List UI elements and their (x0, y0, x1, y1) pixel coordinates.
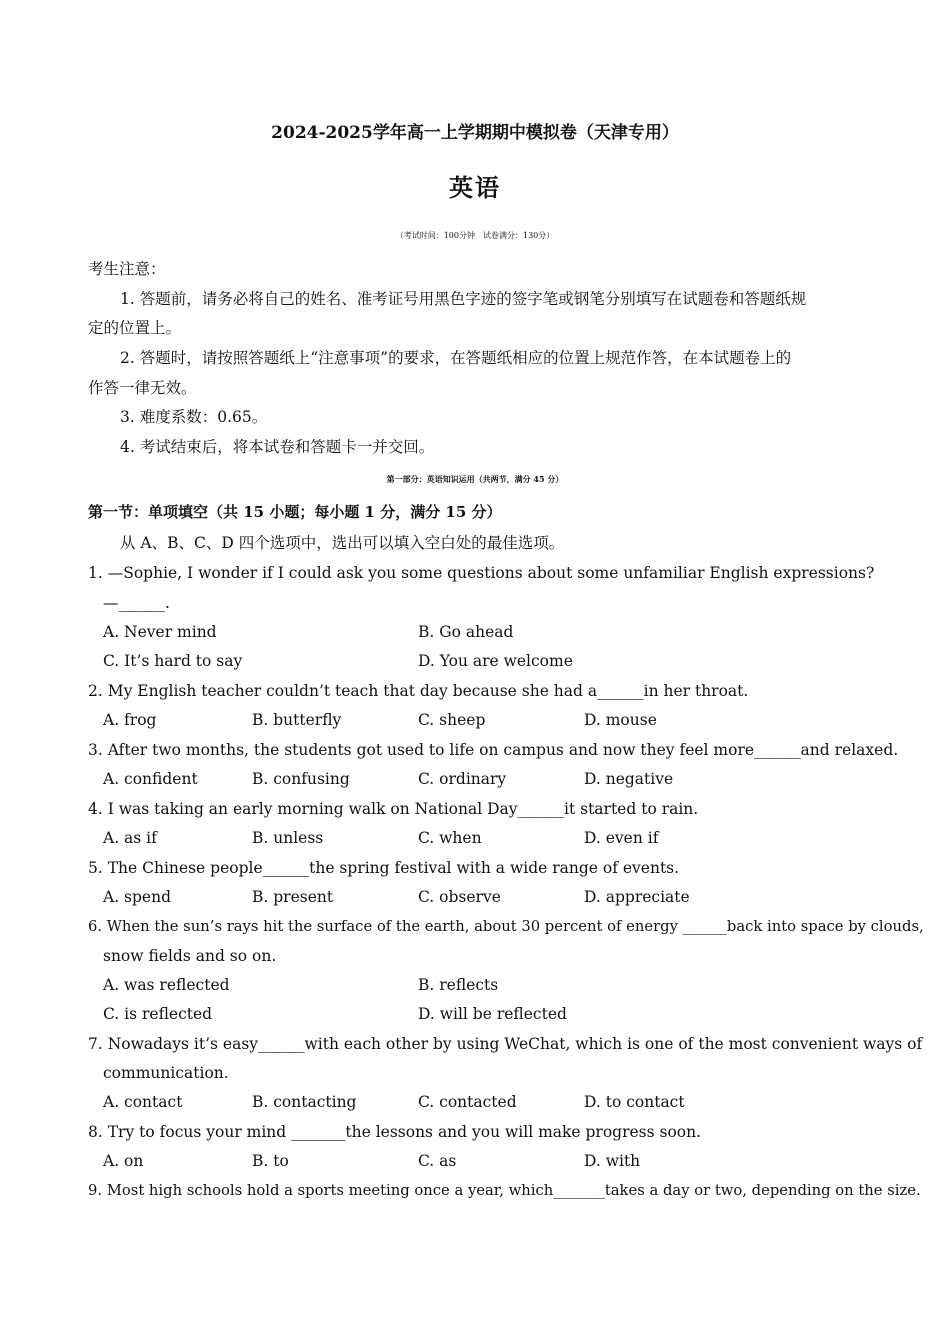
question-1-option-a[interactable]: A. Never mind (103, 623, 217, 641)
notice-item-1-cont: 定的位置上。 (88, 319, 182, 337)
question-2-option-d[interactable]: D. mouse (584, 711, 657, 729)
notice-item-2: 2. 答题时，请按照答题纸上“注意事项”的要求，在答题纸相应的位置上规范作答，在本试题卷上的 (120, 349, 792, 367)
notice-item-4: 4. 考试结束后，将本试卷和答题卡一并交回。 (120, 438, 435, 456)
question-6-option-a[interactable]: A. was reflected (103, 976, 230, 994)
question-4-option-d[interactable]: D. even if (584, 829, 659, 847)
question-2-option-a[interactable]: A. frog (103, 711, 157, 729)
notice-item-1: 1. 答题前，请务必将自己的姓名、准考证号用黑色字迹的签字笔或钢笔分别填写在试题卷和答题纸规 (120, 290, 807, 308)
question-6-stem: 6. When the sun’s rays hit the surface of the earth, about 30 percent of energy ______back into space by clouds, (88, 918, 924, 935)
question-8-option-c[interactable]: C. as (418, 1152, 457, 1170)
question-7-stem: 7. Nowadays it’s easy______with each other by using WeChat, which is one of the most convenient ways of (88, 1035, 923, 1053)
notice-item-2-cont: 作答一律无效。 (88, 379, 197, 397)
question-4-option-c[interactable]: C. when (418, 829, 482, 847)
question-1-stem: 1. —Sophie, I wonder if I could ask you some questions about some unfamiliar English expressions? (88, 564, 875, 582)
question-3-stem: 3. After two months, the students got used to life on campus and now they feel more______and relaxed. (88, 741, 899, 759)
question-6-stem-cont: snow fields and so on. (103, 947, 277, 965)
question-1-option-b[interactable]: B. Go ahead (418, 623, 514, 641)
question-5-stem: 5. The Chinese people______the spring festival with a wide range of events. (88, 859, 680, 877)
question-2-option-c[interactable]: C. sheep (418, 711, 486, 729)
subject-title: 英语 (449, 173, 501, 202)
question-7-option-c[interactable]: C. contacted (418, 1093, 517, 1111)
notice-heading: 考生注意： (88, 260, 166, 278)
question-5-option-c[interactable]: C. observe (418, 888, 501, 906)
question-8-option-a[interactable]: A. on (103, 1152, 144, 1170)
question-1-option-d[interactable]: D. You are welcome (418, 652, 573, 670)
question-3-option-d[interactable]: D. negative (584, 770, 674, 788)
question-1-option-c[interactable]: C. It’s hard to say (103, 652, 243, 670)
question-8-stem: 8. Try to focus your mind _______the lessons and you will make progress soon. (88, 1123, 702, 1141)
question-4-option-a[interactable]: A. as if (103, 829, 157, 847)
notice-item-3: 3. 难度系数：0.65。 (120, 408, 268, 426)
question-6-option-c[interactable]: C. is reflected (103, 1005, 213, 1023)
question-6-option-b[interactable]: B. reflects (418, 976, 499, 994)
question-8-option-b[interactable]: B. to (252, 1152, 289, 1170)
exam-title: 2024-2025学年高一上学期期中模拟卷（天津专用） (271, 123, 679, 143)
section1-instructions: 从 A、B、C、D 四个选项中，选出可以填入空白处的最佳选项。 (120, 534, 565, 552)
question-3-option-c[interactable]: C. ordinary (418, 770, 507, 788)
question-7-option-d[interactable]: D. to contact (584, 1093, 685, 1111)
question-5-option-b[interactable]: B. present (252, 888, 334, 906)
question-1-stem-cont: —______. (103, 594, 170, 612)
question-4-option-b[interactable]: B. unless (252, 829, 324, 847)
question-4-stem: 4. I was taking an early morning walk on National Day______it started to rain. (88, 800, 699, 818)
question-6-option-d[interactable]: D. will be reflected (418, 1005, 567, 1023)
question-3-option-a[interactable]: A. confident (103, 770, 198, 788)
question-5-option-a[interactable]: A. spend (103, 888, 172, 906)
question-8-option-d[interactable]: D. with (584, 1152, 641, 1170)
question-7-option-b[interactable]: B. contacting (252, 1093, 357, 1111)
exam-info: （考试时间：100分钟 试卷满分：130分） (395, 231, 555, 240)
question-2-stem: 2. My English teacher couldn’t teach that day because she had a______in her throat. (88, 682, 749, 700)
section1-heading: 第一节：单项填空（共 15 小题；每小题 1 分，满分 15 分） (88, 503, 502, 521)
question-2-option-b[interactable]: B. butterfly (252, 711, 342, 729)
question-7-option-a[interactable]: A. contact (103, 1093, 183, 1111)
question-7-stem-cont: communication. (103, 1064, 229, 1082)
question-3-option-b[interactable]: B. confusing (252, 770, 350, 788)
question-5-option-d[interactable]: D. appreciate (584, 888, 690, 906)
part1-heading: 第一部分：英语知识运用（共两节，满分 45 分） (386, 474, 564, 484)
question-9-stem: 9. Most high schools hold a sports meeting once a year, which_______takes a day or two, depending on the size. (88, 1182, 921, 1199)
